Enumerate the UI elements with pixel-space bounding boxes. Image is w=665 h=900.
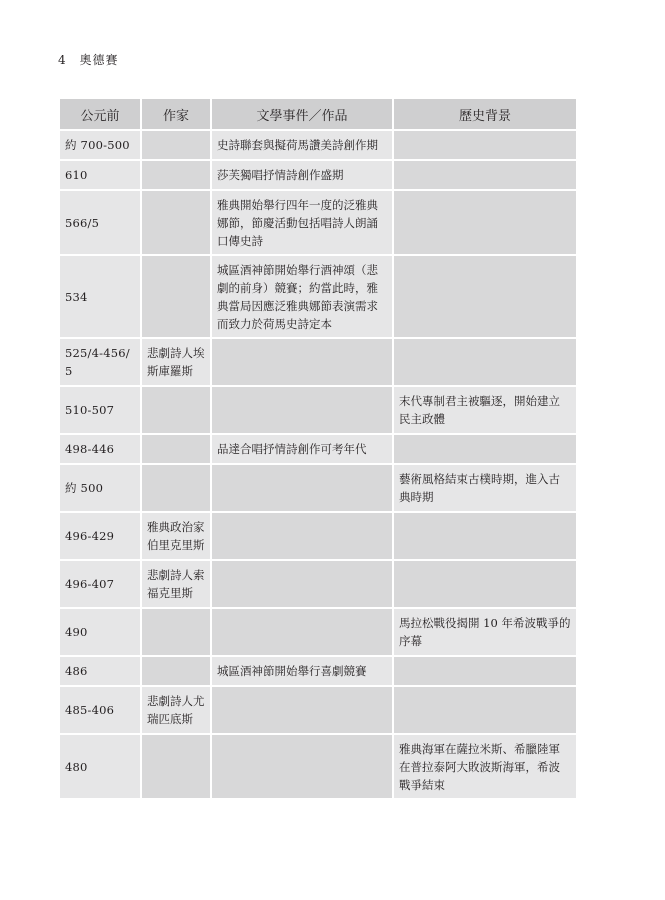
cell-date: 496-429 — [60, 513, 140, 559]
cell-history — [394, 339, 576, 385]
table-row — [60, 465, 576, 511]
cell-history: 馬拉松戰役揭開 10 年希波戰爭的序幕 — [394, 609, 576, 655]
cell-date: 約 700-500 — [60, 131, 140, 159]
cell-history — [394, 161, 576, 189]
cell-author — [142, 465, 210, 511]
table-row — [60, 687, 576, 733]
table-row — [60, 131, 576, 159]
cell-event: 城區酒神節開始舉行酒神頌（悲劇的前身）競賽；約當此時，雅典當局因應泛雅典娜節表演需求而致力於荷馬史詩定本 — [212, 256, 392, 337]
header-history: 歷史背景 — [394, 99, 576, 129]
running-title: 奧德賽 — [79, 53, 119, 67]
cell-event — [212, 609, 392, 655]
cell-author: 悲劇詩人索福克里斯 — [142, 561, 210, 607]
cell-history: 末代專制君主被驅逐，開始建立民主政體 — [394, 387, 576, 433]
cell-event — [212, 561, 392, 607]
cell-history: 雅典海軍在薩拉米斯、希臘陸軍在普拉泰阿大敗波斯海軍，希波戰爭結束 — [394, 735, 576, 798]
cell-date: 610 — [60, 161, 140, 189]
table-row — [60, 561, 576, 607]
cell-date: 490 — [60, 609, 140, 655]
cell-event — [212, 513, 392, 559]
table-row — [60, 609, 576, 655]
running-head — [58, 52, 118, 68]
cell-event — [212, 387, 392, 433]
table-row — [60, 513, 576, 559]
cell-date: 480 — [60, 735, 140, 798]
cell-history — [394, 435, 576, 463]
cell-event — [212, 465, 392, 511]
table-row — [60, 735, 576, 798]
cell-history — [394, 131, 576, 159]
cell-date: 485-406 — [60, 687, 140, 733]
cell-author: 雅典政治家伯里克里斯 — [142, 513, 210, 559]
cell-author — [142, 657, 210, 685]
cell-date: 496-407 — [60, 561, 140, 607]
cell-author — [142, 256, 210, 337]
table-row — [60, 161, 576, 189]
cell-date: 566/5 — [60, 191, 140, 254]
header-event: 文學事件／作品 — [212, 99, 392, 129]
cell-event: 雅典開始舉行四年一度的泛雅典娜節，節慶活動包括唱詩人朗誦口傳史詩 — [212, 191, 392, 254]
cell-history — [394, 561, 576, 607]
cell-event — [212, 687, 392, 733]
cell-date: 約 500 — [60, 465, 140, 511]
cell-history — [394, 256, 576, 337]
cell-event — [212, 735, 392, 798]
cell-author — [142, 131, 210, 159]
cell-date: 534 — [60, 256, 140, 337]
chronology-table — [58, 97, 578, 800]
cell-history: 藝術風格結束古樸時期，進入古典時期 — [394, 465, 576, 511]
cell-author: 悲劇詩人尤瑞匹底斯 — [142, 687, 210, 733]
cell-history — [394, 687, 576, 733]
cell-event: 城區酒神節開始舉行喜劇競賽 — [212, 657, 392, 685]
cell-author — [142, 609, 210, 655]
table-row — [60, 191, 576, 254]
cell-author — [142, 387, 210, 433]
header-date: 公元前 — [60, 99, 140, 129]
cell-event: 莎芙獨唱抒情詩創作盛期 — [212, 161, 392, 189]
table-row — [60, 339, 576, 385]
cell-event: 史詩聯套與擬荷馬讚美詩創作期 — [212, 131, 392, 159]
header-author: 作家 — [142, 99, 210, 129]
cell-author: 悲劇詩人埃斯庫羅斯 — [142, 339, 210, 385]
table-row — [60, 657, 576, 685]
cell-history — [394, 657, 576, 685]
cell-event — [212, 339, 392, 385]
cell-date: 510-507 — [60, 387, 140, 433]
table-row — [60, 435, 576, 463]
cell-date: 486 — [60, 657, 140, 685]
cell-author — [142, 191, 210, 254]
cell-history — [394, 191, 576, 254]
cell-history — [394, 513, 576, 559]
cell-event: 品達合唱抒情詩創作可考年代 — [212, 435, 392, 463]
page-number: 4 — [58, 53, 67, 67]
cell-author — [142, 735, 210, 798]
table-row — [60, 256, 576, 337]
table-row — [60, 387, 576, 433]
cell-date: 498-446 — [60, 435, 140, 463]
cell-author — [142, 435, 210, 463]
cell-author — [142, 161, 210, 189]
cell-date: 525/4-456/5 — [60, 339, 140, 385]
table-header-row — [60, 99, 576, 129]
